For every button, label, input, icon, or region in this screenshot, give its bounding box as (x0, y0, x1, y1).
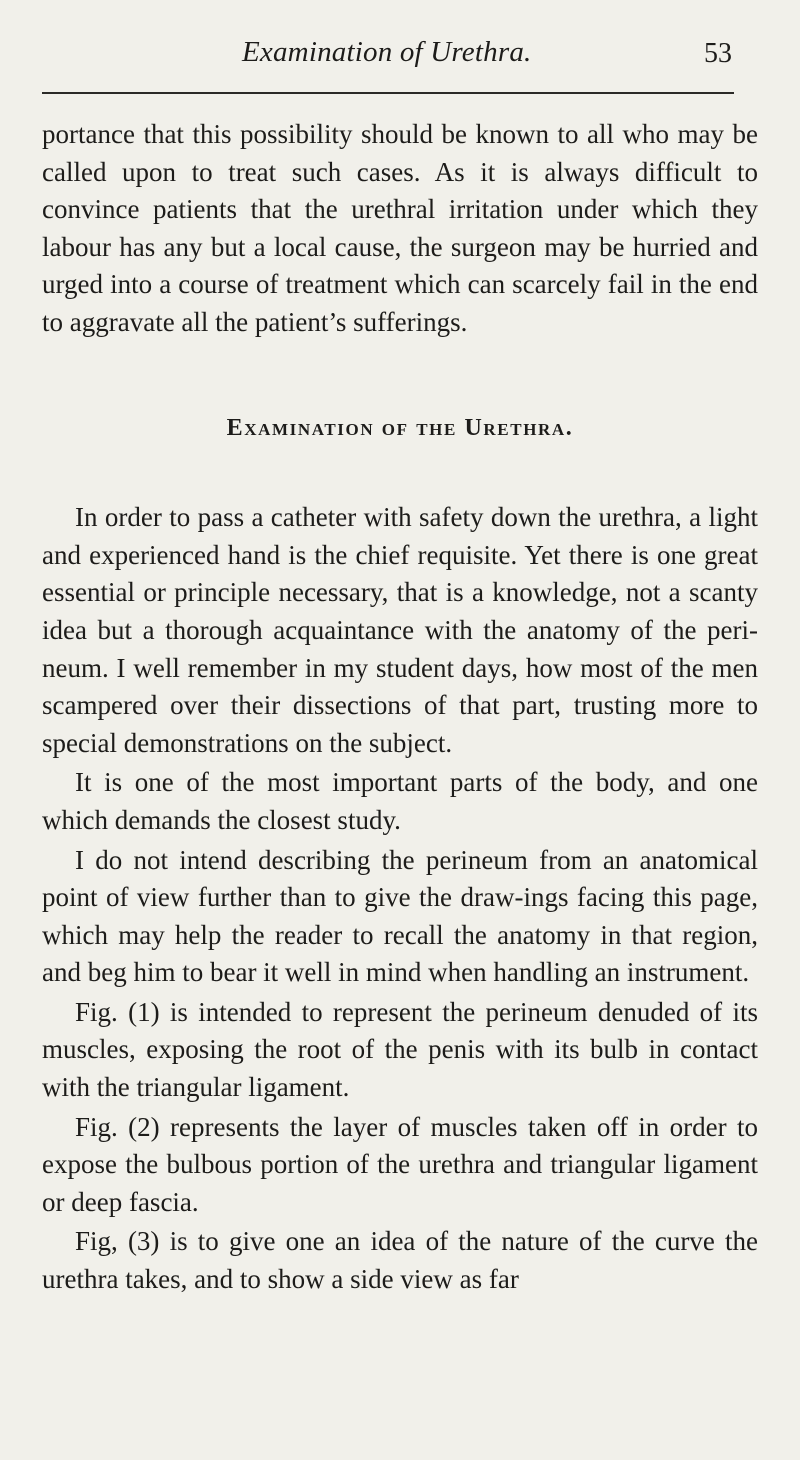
body-text (42, 116, 758, 1299)
header-rule (42, 92, 734, 94)
paragraph-fig-3: Fig, (3) is to give one an idea of the nature of the curve the urethra takes, and to show a side view as far (42, 1226, 758, 1295)
running-title: Examination of Urethra. (242, 36, 532, 68)
page-number: 53 (704, 38, 732, 69)
section-heading: Examination of the Urethra. (226, 414, 574, 441)
paragraph-catheter: In order to pass a catheter with safety down the urethra, a light and experienced hand is the chief requisite. Yet there is one great essential or principle necessary, that is a knowledge, not a scanty idea but a thorough acquaintance with the anatomy of the peri-neum. I well remember in my student days, how most of the men scampered over their dissections of that part, trusting more to special demonstrations on the subject. (42, 502, 758, 758)
opening-paragraph: portance that this possibility should be known to all who may be called upon to treat such cases. As it is always difficult to convince patients that the urethral irritation under which they labour has any but a local cause, the surgeon may be hurried and urged into a course of treatment which can scarcely fail in the end to aggravate all the patient’s sufferings. (42, 119, 758, 337)
paragraph-importance: It is one of the most important parts of the body, and one which demands the closest study. (42, 767, 758, 835)
paragraph-drawings: I do not intend describing the perineum from an anatomical point of view further than to give the draw-ings facing this page, which may help the reader to recall the anatomy in that region, and beg him to bear it well in mind when handling an instrument. (42, 844, 758, 988)
running-head (50, 36, 740, 76)
paragraph-fig-1: Fig. (1) is intended to represent the perineum denuded of its muscles, exposing the root of the penis with its bulb in contact with the triangular ligament. (42, 996, 758, 1103)
paragraph-fig-2: Fig. (2) represents the layer of muscles taken off in order to expose the bulbous portion of the urethra and triangular ligament or deep fascia. (42, 1111, 758, 1217)
